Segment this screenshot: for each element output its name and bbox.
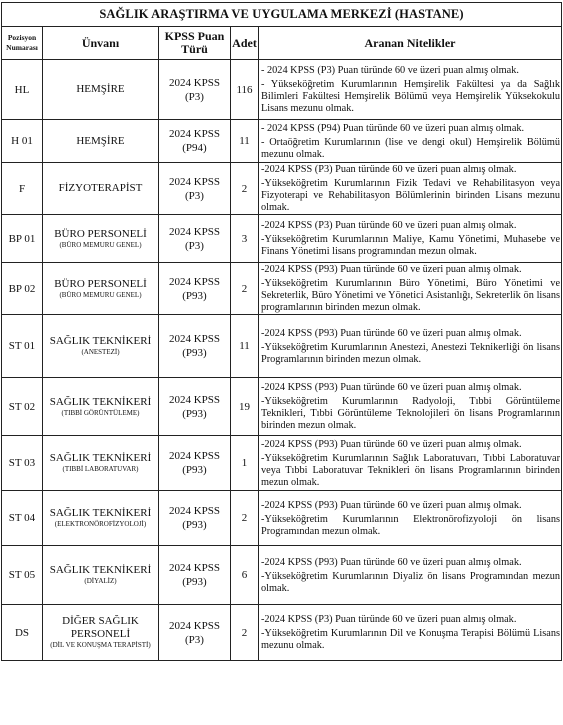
kpss-year: 2024 KPSS <box>168 175 221 188</box>
position-subtitle: (ANESTEZİ) <box>81 348 120 356</box>
position-title: SAĞLIK TEKNİKERİ <box>49 507 152 519</box>
kpss-score-type: (P94) <box>182 142 207 154</box>
position-title-cell <box>43 436 159 491</box>
position-count: 116 <box>231 60 259 120</box>
position-title: SAĞLIK TEKNİKERİ <box>49 395 152 408</box>
kpss-type-cell <box>159 546 231 605</box>
position-title: FİZYOTERAPİST <box>58 182 143 194</box>
position-subtitle: (DİL VE KONUŞMA TERAPİSTİ) <box>50 641 151 649</box>
kpss-type-cell <box>159 120 231 163</box>
position-title-cell <box>43 491 159 546</box>
kpss-year: 2024 KPSS <box>168 505 221 517</box>
requirement-item: -Yükseköğretim Kurumlarının Diyaliz ön lisans Programından mezun olmak. <box>261 570 561 594</box>
kpss-score-type: (P93) <box>182 347 207 359</box>
position-title: SAĞLIK TEKNİKERİ <box>49 564 152 576</box>
table-row <box>2 605 562 661</box>
table-body <box>2 60 562 661</box>
position-title-cell <box>43 605 159 661</box>
requirements-cell <box>259 163 562 215</box>
requirements-cell <box>259 315 562 378</box>
requirements-cell <box>259 378 562 436</box>
position-code: ST 05 <box>2 546 43 605</box>
requirements-cell <box>259 491 562 546</box>
position-title: BÜRO PERSONELİ <box>54 277 147 290</box>
kpss-score-type: (P3) <box>185 633 204 646</box>
requirement-item: - Ortaöğretim Kurumlarının (lise ve dengi okul) Hemşirelik Bölümü mezunu olmak. <box>261 136 561 160</box>
position-count: 2 <box>231 605 259 661</box>
position-subtitle: (BÜRO MEMURU GENEL) <box>59 290 142 299</box>
position-subtitle: (TIBBİ LABORATUVAR) <box>62 465 139 473</box>
requirement-item: -Yükseköğretim Kurumlarının Elektronörofizyoloji ön lisans Programından mezun olmak. <box>261 513 561 537</box>
table-row <box>2 315 562 378</box>
position-code: F <box>2 163 43 215</box>
position-code: BP 01 <box>2 215 43 263</box>
kpss-year: 2024 KPSS <box>168 619 221 632</box>
requirement-item: - 2024 KPSS (P3) Puan türünde 60 ve üzeri puan almış olmak. <box>261 65 519 76</box>
kpss-type-cell <box>159 605 231 661</box>
kpss-year: 2024 KPSS <box>168 128 221 140</box>
position-title: HEMŞİRE <box>76 83 125 95</box>
requirement-item: -Yükseköğretim Kurumlarının Radyoloji, Tıbbi Görüntüleme Teknikleri, Tıbbi Görüntüleme Teknolojileri ön lisans Programlarının birinden mezun olmak. <box>261 396 561 431</box>
requirement-item: -2024 KPSS (P3) Puan türünde 60 ve üzeri puan almış olmak. <box>261 220 517 231</box>
table-row <box>2 215 562 263</box>
requirements-cell <box>259 263 562 315</box>
position-code: HL <box>2 60 43 120</box>
requirement-item: -2024 KPSS (P93) Puan türünde 60 ve üzeri puan almış olmak. <box>261 264 522 275</box>
requirement-item: -2024 KPSS (P93) Puan türünde 60 ve üzeri puan almış olmak. <box>261 556 522 568</box>
position-title: SAĞLIK TEKNİKERİ <box>49 452 152 464</box>
requirement-item: -Yükseköğretim Kurumlarının Sağlık Laboratuvarı, Tıbbi Laboratuvar veya Tıbbi Laboratuvar Teknikleri ön lisans Programlarının birinden mezun olmak. <box>261 452 561 488</box>
kpss-type-cell <box>159 163 231 215</box>
requirement-item: -Yükseköğretim Kurumlarının Anestezi, Anestezi Teknikerliği ön lisans Programlarının birinden mezun olmak. <box>261 341 561 365</box>
requirements-cell <box>259 546 562 605</box>
kpss-year: 2024 KPSS <box>168 393 221 406</box>
table-row <box>2 378 562 436</box>
position-title-cell <box>43 120 159 163</box>
position-count: 2 <box>231 491 259 546</box>
kpss-score-type: (P93) <box>182 464 207 476</box>
kpss-year: 2024 KPSS <box>168 333 221 345</box>
position-subtitle: (TIBBİ GÖRÜNTÜLEME) <box>61 408 140 417</box>
requirement-item: -2024 KPSS (P3) Puan türünde 60 ve üzeri puan almış olmak. <box>261 164 517 175</box>
document-title: SAĞLIK ARAŞTIRMA VE UYGULAMA MERKEZİ (HASTANE) <box>2 3 562 27</box>
position-code: BP 02 <box>2 263 43 315</box>
table-row <box>2 546 562 605</box>
kpss-score-type: (P3) <box>185 239 204 252</box>
kpss-type-cell <box>159 263 231 315</box>
requirements-cell <box>259 60 562 120</box>
position-subtitle: (DİYALİZ) <box>84 577 117 585</box>
position-code: ST 03 <box>2 436 43 491</box>
position-count: 1 <box>231 436 259 491</box>
kpss-score-type: (P93) <box>182 519 207 531</box>
table-row <box>2 491 562 546</box>
position-title-cell <box>43 163 159 215</box>
position-code: ST 02 <box>2 378 43 436</box>
position-title-cell <box>43 378 159 436</box>
requirement-item: - Yükseköğretim Kurumlarının Hemşirelik Fakültesi ya da Sağlık Bilimleri Fakültesi Hemşirelik Bölümü veya Hemşirelik Yüksekokulu Lisans mezunu olmak. <box>261 79 561 114</box>
position-title: DİĞER SAĞLIK PERSONELİ <box>62 615 139 640</box>
requirement-item: -Yükseköğretim Kurumlarının Fizik Tedavi ve Rehabilitasyon veya Fizyoterapi ve Rehabilitasyon Bölümlerinin birinden Lisans mezunu olmak. <box>261 178 561 213</box>
position-count: 11 <box>231 315 259 378</box>
table-row <box>2 120 562 163</box>
position-code: DS <box>2 605 43 661</box>
header-qualifications: Aranan Nitelikler <box>259 27 562 60</box>
header-row <box>2 27 562 60</box>
kpss-score-type: (P3) <box>185 189 204 202</box>
kpss-type-cell <box>159 491 231 546</box>
requirements-cell <box>259 215 562 263</box>
kpss-type-cell <box>159 60 231 120</box>
kpss-score-type: (P93) <box>182 289 207 302</box>
position-code: ST 01 <box>2 315 43 378</box>
kpss-type-cell <box>159 215 231 263</box>
position-title: HEMŞİRE <box>76 134 125 147</box>
requirement-item: -2024 KPSS (P93) Puan türünde 60 ve üzeri puan almış olmak. <box>261 327 522 339</box>
kpss-year: 2024 KPSS <box>168 562 221 574</box>
table-row <box>2 163 562 215</box>
requirement-item: -2024 KPSS (P3) Puan türünde 60 ve üzeri puan almış olmak. <box>261 614 517 625</box>
table-row <box>2 60 562 120</box>
requirements-cell <box>259 120 562 163</box>
kpss-year: 2024 KPSS <box>168 275 221 288</box>
requirement-item: -Yükseköğretim Kurumlarının Maliye, Kamu Yönetimi, Muhasebe ve Finans Yönetimi lisans programından mezun olmak. <box>261 234 561 257</box>
header-position: Pozisyon Numarası <box>2 27 43 60</box>
requirements-cell <box>259 605 562 661</box>
position-title: BÜRO PERSONELİ <box>54 227 147 240</box>
position-count: 11 <box>231 120 259 163</box>
requirements-cell <box>259 436 562 491</box>
position-count: 3 <box>231 215 259 263</box>
kpss-score-type: (P93) <box>182 576 207 588</box>
kpss-year: 2024 KPSS <box>168 450 221 462</box>
kpss-year: 2024 KPSS <box>168 225 221 238</box>
position-subtitle: (BÜRO MEMURU GENEL) <box>59 240 142 249</box>
requirement-item: -2024 KPSS (P93) Puan türünde 60 ve üzeri puan almış olmak. <box>261 382 522 393</box>
position-code: H 01 <box>2 120 43 163</box>
position-title-cell <box>43 315 159 378</box>
requirement-item: -Yükseköğretim Kurumlarının Büro Yönetimi, Büro Yönetimi ve Sekreterlik, Büro Yönetimi ve Yönetici Asistanlığı, Sekreterlik ön lisans programlarının birinden mezun olmak. <box>261 278 561 313</box>
kpss-type-cell <box>159 436 231 491</box>
header-kpss: KPSS Puan Türü <box>159 27 231 60</box>
header-title: Ünvanı <box>43 27 159 60</box>
requirement-item: -2024 KPSS (P93) Puan türünde 60 ve üzeri puan almış olmak. <box>261 499 522 511</box>
positions-table <box>1 2 562 661</box>
position-title-cell <box>43 215 159 263</box>
requirement-item: - 2024 KPSS (P94) Puan türünde 60 ve üzeri puan almış olmak. <box>261 122 525 134</box>
position-count: 19 <box>231 378 259 436</box>
table-row <box>2 436 562 491</box>
kpss-score-type: (P3) <box>185 90 204 103</box>
position-count: 2 <box>231 263 259 315</box>
header-count: Adet <box>231 27 259 60</box>
kpss-type-cell <box>159 315 231 378</box>
position-title-cell <box>43 60 159 120</box>
position-title-cell <box>43 546 159 605</box>
position-count: 2 <box>231 163 259 215</box>
requirement-item: -2024 KPSS (P93) Puan türünde 60 ve üzeri puan almış olmak. <box>261 438 522 450</box>
position-code: ST 04 <box>2 491 43 546</box>
position-count: 6 <box>231 546 259 605</box>
kpss-year: 2024 KPSS <box>168 76 221 89</box>
table-row <box>2 263 562 315</box>
position-title: SAĞLIK TEKNİKERİ <box>49 335 152 347</box>
requirement-item: -Yükseköğretim Kurumlarının Dil ve Konuşma Terapisi Bölümü Lisans mezunu olmak. <box>261 628 561 651</box>
position-title-cell <box>43 263 159 315</box>
kpss-score-type: (P93) <box>182 407 207 420</box>
kpss-type-cell <box>159 378 231 436</box>
position-subtitle: (ELEKTRONÖROFİZYOLOJİ) <box>54 520 147 528</box>
